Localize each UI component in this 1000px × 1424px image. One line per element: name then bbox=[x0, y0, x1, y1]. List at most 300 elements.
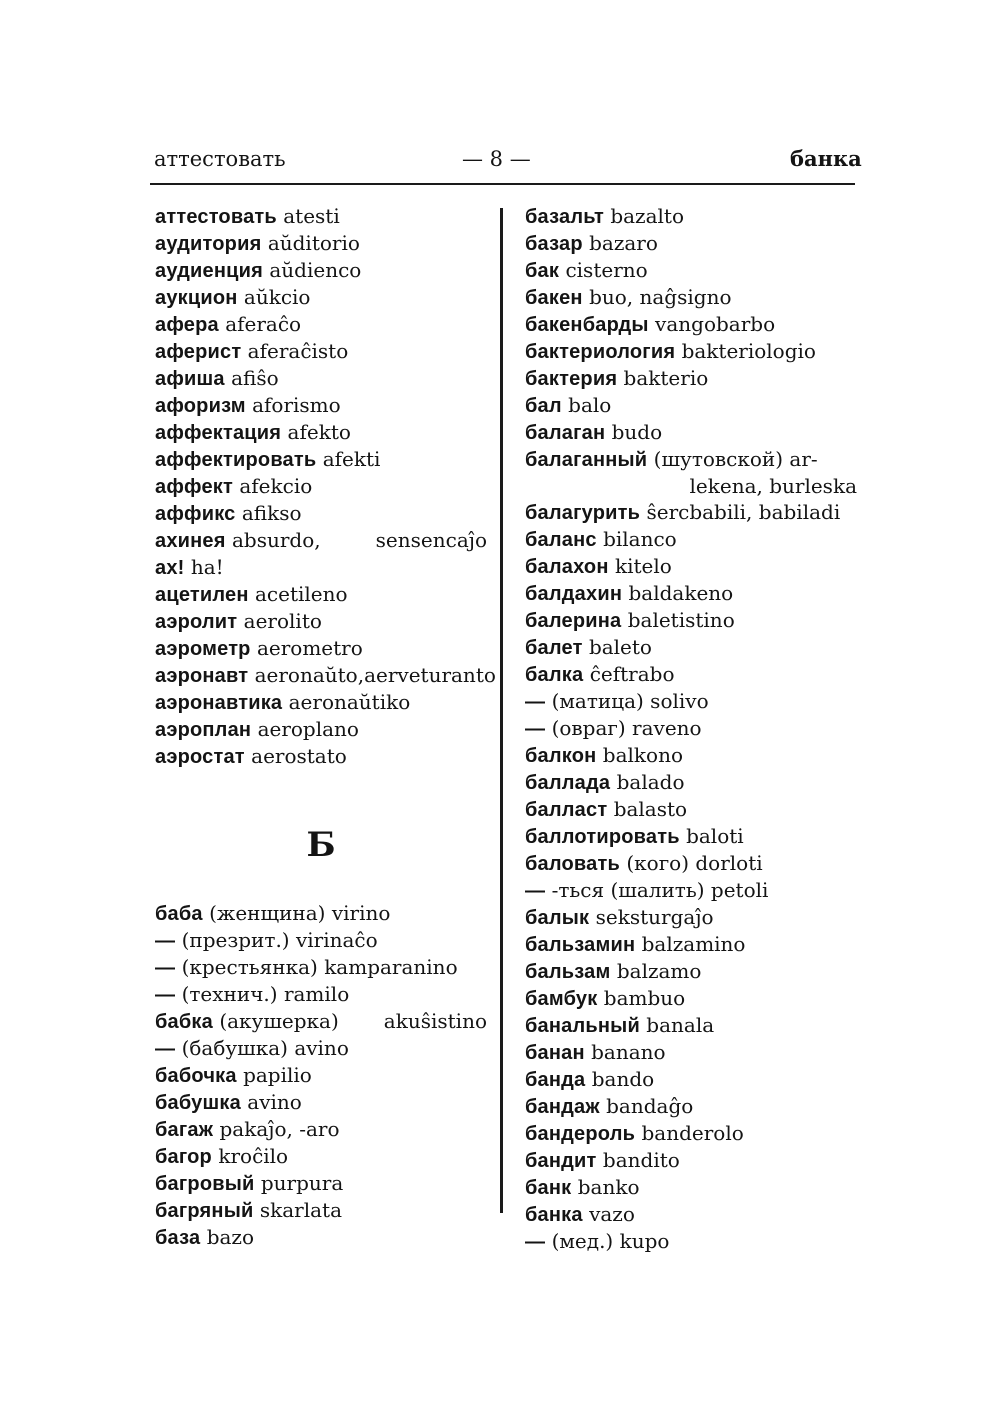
translation: purpura bbox=[260, 1171, 344, 1195]
translation: bandaĝo bbox=[606, 1094, 694, 1118]
translation: buo, naĝsigno bbox=[589, 285, 732, 309]
dictionary-entry bbox=[155, 1116, 487, 1143]
entry-main bbox=[155, 420, 351, 444]
dictionary-entry bbox=[155, 608, 487, 635]
headword: бандит bbox=[525, 1150, 597, 1172]
dictionary-entry bbox=[155, 1170, 487, 1197]
translation: bazalto bbox=[610, 204, 684, 228]
translation: (женщина) virino bbox=[209, 901, 391, 925]
entry-main bbox=[525, 554, 672, 578]
translation: balkono bbox=[602, 743, 684, 767]
entry-main bbox=[155, 690, 410, 714]
entry-main bbox=[525, 1040, 666, 1064]
translation: aforismo bbox=[252, 393, 341, 417]
headword: бак bbox=[525, 260, 560, 282]
guide-word-right: банка bbox=[790, 146, 862, 171]
translation: aferaĉisto bbox=[247, 339, 349, 363]
dictionary-entry bbox=[525, 230, 857, 257]
translation: baloti bbox=[686, 824, 744, 848]
entry-main bbox=[525, 743, 683, 767]
translation: afiŝo bbox=[231, 366, 279, 390]
translation: (технич.) ramilo bbox=[181, 982, 350, 1006]
translation: aeronaŭto, bbox=[254, 663, 365, 687]
headword: ахинея bbox=[155, 530, 226, 552]
dictionary-entry bbox=[155, 338, 487, 365]
dictionary-entry bbox=[525, 1039, 857, 1066]
entry-main bbox=[525, 285, 732, 309]
dictionary-entry bbox=[155, 1089, 487, 1116]
entry-main bbox=[525, 1175, 640, 1199]
dictionary-entry bbox=[155, 954, 487, 981]
headword: баба bbox=[155, 903, 203, 925]
dictionary-entry bbox=[155, 689, 487, 716]
headword: бальзамин bbox=[525, 934, 636, 956]
headword: аудитория bbox=[155, 233, 262, 255]
entry-main bbox=[525, 420, 662, 444]
headword: аэронавт bbox=[155, 665, 249, 687]
headword: — bbox=[525, 880, 546, 902]
dictionary-entry bbox=[155, 1035, 487, 1062]
headword: балерина bbox=[525, 610, 622, 632]
translation: baldakeno bbox=[628, 581, 734, 605]
translation: (шутовской) ar- bbox=[653, 447, 818, 471]
translation: afekcio bbox=[239, 474, 313, 498]
headword: аэронавтика bbox=[155, 692, 283, 714]
translation: seksturgaĵo bbox=[595, 905, 714, 929]
dictionary-entry bbox=[525, 1201, 857, 1228]
entry-main bbox=[155, 527, 321, 554]
dictionary-entry bbox=[525, 1093, 857, 1120]
translation: aferaĉo bbox=[225, 312, 302, 336]
headword: аффектировать bbox=[155, 449, 317, 471]
entry-main bbox=[155, 447, 380, 471]
headword: — bbox=[155, 984, 176, 1006]
entry-main bbox=[155, 204, 340, 228]
dictionary-entry bbox=[525, 284, 857, 311]
headword: аэрометр bbox=[155, 638, 251, 660]
dictionary-entry bbox=[525, 742, 857, 769]
headword: — bbox=[155, 930, 176, 952]
dictionary-entry bbox=[525, 607, 857, 634]
translation: bando bbox=[591, 1067, 655, 1091]
dictionary-entry bbox=[525, 904, 857, 931]
dictionary-entry bbox=[155, 365, 487, 392]
translation: (бабушка) avino bbox=[181, 1036, 349, 1060]
translation: afekti bbox=[322, 447, 381, 471]
translation: pakaĵo, -aro bbox=[219, 1117, 340, 1141]
translation: aŭkcio bbox=[243, 285, 311, 309]
translation: bandito bbox=[602, 1148, 680, 1172]
dictionary-entry bbox=[155, 392, 487, 419]
headword: аукцион bbox=[155, 287, 238, 309]
headword: баловать bbox=[525, 853, 620, 875]
entry-main bbox=[525, 500, 840, 524]
entry-main bbox=[155, 1008, 339, 1035]
dictionary-entry bbox=[155, 527, 487, 554]
dictionary-entry bbox=[155, 1008, 487, 1035]
translation: afikso bbox=[241, 501, 302, 525]
entry-main bbox=[155, 555, 224, 579]
headword: — bbox=[525, 718, 546, 740]
dictionary-entry bbox=[525, 311, 857, 338]
section-letter: Б bbox=[306, 825, 336, 865]
headword: афиша bbox=[155, 368, 225, 390]
headword: ах! bbox=[155, 557, 185, 579]
translation: -ться (шалить) petoli bbox=[551, 878, 769, 902]
entries-a bbox=[155, 203, 496, 770]
translation: aerostato bbox=[251, 744, 347, 768]
headword: баллада bbox=[525, 772, 611, 794]
entry-main bbox=[155, 636, 363, 660]
translation: (презрит.) virinaĉo bbox=[181, 928, 378, 952]
translation: absurdo, bbox=[231, 528, 321, 552]
translation: bazaro bbox=[589, 231, 658, 255]
headword: аффикс bbox=[155, 503, 236, 525]
entry-main bbox=[525, 689, 709, 713]
translation-continued: aerveturanto bbox=[364, 663, 496, 687]
dictionary-entry bbox=[525, 392, 857, 419]
dictionary-entry bbox=[155, 635, 487, 662]
dictionary-entry bbox=[525, 1120, 857, 1147]
right-column bbox=[525, 203, 857, 1255]
headword: аудиенция bbox=[155, 260, 264, 282]
headword: аферист bbox=[155, 341, 242, 363]
entry-main bbox=[525, 393, 611, 417]
headword: баланс bbox=[525, 529, 597, 551]
entry-main bbox=[525, 1067, 654, 1091]
translation: afekto bbox=[287, 420, 351, 444]
headword: бандаж bbox=[525, 1096, 600, 1118]
dictionary-entry bbox=[155, 981, 487, 1008]
entry-main bbox=[525, 608, 735, 632]
headword: — bbox=[525, 1231, 546, 1253]
dictionary-entry bbox=[525, 985, 857, 1012]
entry-main bbox=[155, 285, 310, 309]
entry-main bbox=[155, 609, 322, 633]
translation: bilanco bbox=[603, 527, 677, 551]
headword: бал bbox=[525, 395, 562, 417]
dictionary-entry bbox=[525, 958, 857, 985]
entry-main bbox=[155, 955, 458, 979]
entry-main bbox=[525, 662, 675, 686]
headword: багряный bbox=[155, 1200, 254, 1222]
dictionary-entry bbox=[525, 1228, 857, 1255]
dictionary-entry-continuation bbox=[525, 473, 857, 499]
headword: — bbox=[525, 691, 546, 713]
translation: aerometro bbox=[256, 636, 363, 660]
translation: bambuo bbox=[603, 986, 686, 1010]
dictionary-entry bbox=[525, 877, 857, 904]
translation: (крестьянка) kamparanino bbox=[181, 955, 458, 979]
guide-word-left: аттестовать bbox=[154, 147, 286, 171]
translation: avino bbox=[247, 1090, 302, 1114]
headword: баллотировать bbox=[525, 826, 680, 848]
entry-main bbox=[525, 366, 708, 390]
page-number: — 8 — bbox=[462, 147, 531, 171]
headword: банальный bbox=[525, 1015, 640, 1037]
headword: бальзам bbox=[525, 961, 611, 983]
headword: багровый bbox=[155, 1173, 255, 1195]
headword: аэростат bbox=[155, 746, 245, 768]
entry-main bbox=[525, 581, 733, 605]
entry-main bbox=[525, 770, 684, 794]
dictionary-entry bbox=[525, 526, 857, 553]
entry-main bbox=[525, 204, 684, 228]
dictionary-entry bbox=[525, 1147, 857, 1174]
entry-main bbox=[155, 744, 347, 768]
translation: aŭdienco bbox=[269, 258, 362, 282]
dictionary-entry bbox=[525, 688, 857, 715]
entry-main bbox=[155, 1036, 349, 1060]
dictionary-entry bbox=[525, 419, 857, 446]
dictionary-entry bbox=[155, 1224, 487, 1251]
headword: бабочка bbox=[155, 1065, 237, 1087]
headword: бактерия bbox=[525, 368, 618, 390]
dictionary-entry bbox=[155, 257, 487, 284]
entry-main bbox=[155, 1171, 343, 1195]
entry-main bbox=[155, 474, 312, 498]
entry-main bbox=[155, 1225, 254, 1249]
translation: acetileno bbox=[254, 582, 348, 606]
dictionary-entry bbox=[155, 473, 487, 500]
headword: балкон bbox=[525, 745, 597, 767]
dictionary-entry bbox=[525, 1012, 857, 1039]
entry-main bbox=[155, 901, 390, 925]
translation: kitelo bbox=[615, 554, 672, 578]
translation: bakteriologio bbox=[681, 339, 816, 363]
headword: — bbox=[155, 1038, 176, 1060]
entry-main bbox=[155, 928, 378, 952]
headword: балаган bbox=[525, 422, 606, 444]
translation: budo bbox=[611, 420, 663, 444]
entry-main bbox=[525, 1229, 669, 1253]
translation: kroĉilo bbox=[218, 1144, 289, 1168]
headword: аэроплан bbox=[155, 719, 252, 741]
dictionary-entry bbox=[525, 553, 857, 580]
headword: балка bbox=[525, 664, 584, 686]
entry-main bbox=[525, 1013, 714, 1037]
dictionary-entry bbox=[525, 499, 857, 526]
entry-main bbox=[155, 258, 361, 282]
left-column bbox=[155, 203, 496, 1251]
entry-main bbox=[525, 851, 763, 875]
entry-main bbox=[155, 501, 302, 525]
dictionary-entry bbox=[525, 715, 857, 742]
headword: балык bbox=[525, 907, 590, 929]
translation: vazo bbox=[589, 1202, 635, 1226]
entry-main bbox=[525, 339, 816, 363]
headword: бабушка bbox=[155, 1092, 241, 1114]
entry-main bbox=[525, 1094, 693, 1118]
entry-main bbox=[155, 1063, 312, 1087]
entries-b bbox=[155, 900, 487, 1251]
entry-main bbox=[155, 312, 301, 336]
entries-right bbox=[525, 203, 857, 1255]
translation: banano bbox=[591, 1040, 666, 1064]
entry-main bbox=[155, 393, 341, 417]
dictionary-entry bbox=[155, 716, 487, 743]
dictionary-entry bbox=[155, 500, 487, 527]
headword: банан bbox=[525, 1042, 585, 1064]
dictionary-entry bbox=[525, 580, 857, 607]
entry-main bbox=[525, 905, 714, 929]
dictionary-entry bbox=[525, 634, 857, 661]
entry-main bbox=[155, 1117, 339, 1141]
dictionary-entry bbox=[155, 446, 487, 473]
dictionary-entry bbox=[155, 1143, 487, 1170]
headword: бабка bbox=[155, 1011, 213, 1033]
translation-continued: sensencaĵo bbox=[375, 528, 487, 552]
headword: банка bbox=[525, 1204, 583, 1226]
headword: — bbox=[155, 957, 176, 979]
dictionary-entry bbox=[155, 203, 487, 230]
dictionary-entry bbox=[525, 338, 857, 365]
translation: banderolo bbox=[641, 1121, 744, 1145]
dictionary-entry bbox=[525, 823, 857, 850]
dictionary-entry bbox=[525, 446, 857, 473]
entry-main bbox=[525, 932, 745, 956]
entry-main bbox=[525, 1148, 680, 1172]
dictionary-entry bbox=[525, 769, 857, 796]
entry-main bbox=[155, 231, 360, 255]
entry-main bbox=[525, 527, 677, 551]
dictionary-entry bbox=[155, 311, 487, 338]
entry-main bbox=[525, 1202, 635, 1226]
entry-main bbox=[525, 878, 768, 902]
dictionary-entry bbox=[525, 850, 857, 877]
headword: балдахин bbox=[525, 583, 623, 605]
headword: балахон bbox=[525, 556, 609, 578]
entry-main bbox=[525, 1121, 744, 1145]
entry-main bbox=[525, 716, 702, 740]
headword: бамбук bbox=[525, 988, 598, 1010]
dictionary-entry bbox=[525, 1174, 857, 1201]
headword: балласт bbox=[525, 799, 608, 821]
translation: skarlata bbox=[259, 1198, 343, 1222]
entry-main bbox=[155, 582, 348, 606]
headword: афера bbox=[155, 314, 219, 336]
dictionary-entry bbox=[155, 662, 496, 689]
headword: банда bbox=[525, 1069, 586, 1091]
dictionary-entry bbox=[155, 581, 487, 608]
column-divider bbox=[500, 208, 503, 1213]
headword: балет bbox=[525, 637, 583, 659]
headword: бакенбарды bbox=[525, 314, 649, 336]
headword: багор bbox=[155, 1146, 212, 1168]
translation-continued: lekena, burleska bbox=[689, 474, 857, 498]
entry-main bbox=[525, 312, 775, 336]
dictionary-entry bbox=[155, 1197, 487, 1224]
headword: ацетилен bbox=[155, 584, 249, 606]
translation: (мед.) kupo bbox=[551, 1229, 670, 1253]
headword: бандероль bbox=[525, 1123, 636, 1145]
headword: аттестовать bbox=[155, 206, 277, 228]
translation: ŝercbabili, babiladi bbox=[646, 500, 841, 524]
translation: balo bbox=[568, 393, 612, 417]
translation: (кого) dorloti bbox=[626, 851, 763, 875]
entry-main bbox=[155, 366, 279, 390]
translation: balasto bbox=[613, 797, 688, 821]
translation: ha! bbox=[190, 555, 224, 579]
headword: базар bbox=[525, 233, 583, 255]
dictionary-entry bbox=[525, 203, 857, 230]
translation: (овраг) raveno bbox=[551, 716, 702, 740]
headword: бакен bbox=[525, 287, 583, 309]
translation: papilio bbox=[243, 1063, 312, 1087]
entry-main bbox=[525, 258, 648, 282]
dictionary-entry bbox=[155, 900, 487, 927]
entry-main bbox=[525, 986, 685, 1010]
headword: базальт bbox=[525, 206, 604, 228]
dictionary-entry bbox=[525, 365, 857, 392]
translation: (акушерка) bbox=[219, 1009, 339, 1033]
headword: балагурить bbox=[525, 502, 641, 524]
dictionary-entry bbox=[155, 1062, 487, 1089]
entry-main bbox=[155, 717, 359, 741]
translation: atesti bbox=[283, 204, 340, 228]
translation: aeroplano bbox=[257, 717, 359, 741]
headword: багаж bbox=[155, 1119, 214, 1141]
dictionary-entry bbox=[155, 554, 487, 581]
translation: banko bbox=[577, 1175, 640, 1199]
dictionary-entry bbox=[525, 931, 857, 958]
headword: банк bbox=[525, 1177, 572, 1199]
translation: bakterio bbox=[623, 366, 709, 390]
entry-main bbox=[525, 824, 744, 848]
dictionary-entry bbox=[525, 1066, 857, 1093]
headword: аффектация bbox=[155, 422, 282, 444]
entry-main bbox=[155, 1144, 288, 1168]
header-rule bbox=[150, 183, 855, 185]
entry-main bbox=[525, 231, 658, 255]
headword: аэролит bbox=[155, 611, 238, 633]
entry-main bbox=[525, 797, 687, 821]
translation: ĉeftrabo bbox=[589, 662, 675, 686]
translation: baletistino bbox=[627, 608, 735, 632]
entry-main bbox=[525, 447, 818, 471]
entry-main bbox=[155, 339, 348, 363]
translation: cisterno bbox=[565, 258, 648, 282]
translation: aerolito bbox=[243, 609, 322, 633]
headword: бактериология bbox=[525, 341, 676, 363]
entry-main bbox=[155, 662, 364, 689]
entry-main bbox=[155, 982, 349, 1006]
entry-main bbox=[155, 1090, 302, 1114]
headword: аффект bbox=[155, 476, 233, 498]
dictionary-entry bbox=[155, 419, 487, 446]
translation: banala bbox=[646, 1013, 715, 1037]
dictionary-entry bbox=[525, 661, 857, 688]
translation-continued: akuŝistino bbox=[383, 1009, 487, 1033]
translation: (матица) solivo bbox=[551, 689, 709, 713]
dictionary-entry bbox=[155, 230, 487, 257]
translation: baleto bbox=[588, 635, 652, 659]
dictionary-entry bbox=[155, 927, 487, 954]
entry-main bbox=[155, 1198, 342, 1222]
entry-main bbox=[525, 635, 652, 659]
dictionary-entry bbox=[525, 257, 857, 284]
translation: aeronaŭtiko bbox=[288, 690, 411, 714]
translation: balado bbox=[616, 770, 685, 794]
dictionary-entry bbox=[525, 796, 857, 823]
dictionary-entry bbox=[155, 743, 487, 770]
translation: bazo bbox=[206, 1225, 254, 1249]
entry-main bbox=[525, 959, 701, 983]
translation: aŭditorio bbox=[267, 231, 360, 255]
translation: balzamo bbox=[616, 959, 702, 983]
dictionary-entry bbox=[155, 284, 487, 311]
translation: vangobarbo bbox=[655, 312, 776, 336]
